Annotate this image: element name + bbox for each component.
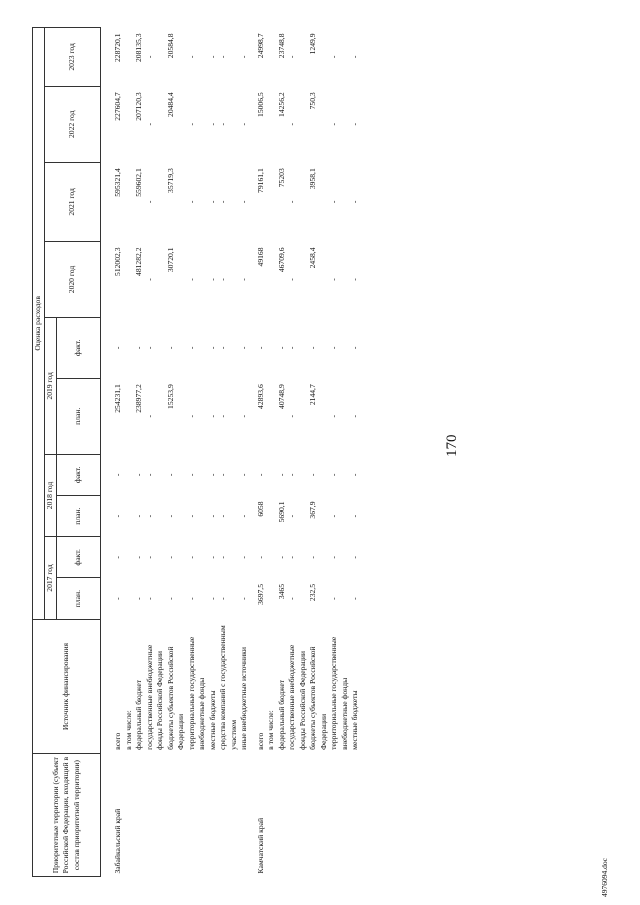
header-2017: 2017 год: [45, 537, 57, 620]
value-cell-y20: 481282,2: [134, 247, 143, 276]
value-cell-y23: -: [207, 55, 217, 59]
value-cell-f18: -: [144, 473, 154, 477]
value-cell-f19: -: [287, 346, 296, 350]
value-cell-f17: -: [308, 556, 317, 559]
value-cell-y22: 20484,4: [165, 92, 175, 117]
source-cell: средства компаний с государственным участием: [218, 625, 238, 750]
value-cell-y23: -: [287, 55, 296, 59]
value-cell-f17: -: [255, 556, 265, 559]
value-cell-y20: -: [350, 278, 359, 281]
value-cell-p19: -: [186, 414, 196, 418]
value-cell-f19: -: [239, 346, 248, 350]
value-cell-f17: -: [186, 556, 196, 559]
value-cell-f18: -: [308, 473, 317, 477]
value-cell-f18: -: [239, 473, 248, 477]
value-cell-p17: -: [329, 597, 338, 600]
header-plan-2018: план.: [57, 495, 101, 536]
header-2023: 2023 год: [45, 28, 101, 87]
value-cell-y23: 228720,1: [113, 33, 122, 62]
value-cell-p17: 3465: [276, 583, 286, 600]
value-cell-p18: -: [207, 514, 217, 518]
value-cell-f18: -: [207, 473, 217, 477]
value-cell-p17: -: [186, 597, 196, 600]
table-row: [134, 28, 145, 877]
territory-cell: [208, 754, 219, 877]
value-cell-y21: -: [350, 200, 359, 204]
value-cell-p19: [124, 378, 135, 454]
territory-cell: [329, 754, 350, 877]
value-cell-y22: -: [239, 123, 248, 126]
value-cell-p17: -: [144, 597, 154, 600]
value-cell-f18: -: [113, 473, 122, 477]
value-cell-y23: 1249,9: [308, 33, 317, 55]
value-cell-f17: [266, 537, 277, 578]
value-cell-y22: -: [287, 123, 296, 126]
source-cell: иные внебюджетные источники: [239, 647, 248, 750]
table-row: [218, 28, 239, 877]
value-cell-f18: -: [350, 473, 359, 477]
value-cell-y22: 227604,7: [113, 92, 122, 121]
value-cell-p18: -: [165, 514, 175, 518]
source-cell: в том числе:: [123, 710, 133, 750]
value-cell-y20: -: [144, 278, 154, 281]
value-cell-y23: -: [144, 55, 154, 59]
value-cell-f19: -: [144, 346, 154, 350]
table-row: [329, 28, 350, 877]
header-2022: 2022 год: [45, 86, 101, 162]
value-cell-p18: -: [113, 514, 122, 518]
value-cell-f19: [266, 317, 277, 378]
territory-cell: [166, 754, 187, 877]
value-cell-f19: -: [255, 346, 265, 350]
value-cell-y21: -: [239, 200, 248, 204]
value-cell-f17: -: [113, 556, 122, 559]
source-cell: бюджеты субъектов Российской Федерации: [308, 646, 328, 750]
value-cell-f19: -: [186, 346, 196, 350]
territory-cell: [145, 754, 166, 877]
source-cell: всего: [113, 732, 122, 750]
header-fact-2019: факт.: [57, 317, 101, 378]
value-cell-y20: [266, 241, 277, 317]
value-cell-y21: 75203: [276, 168, 286, 188]
header-2019: 2019 год: [45, 317, 57, 454]
value-cell-p18: 6058: [255, 501, 265, 517]
value-cell-f19: -: [134, 346, 143, 350]
value-cell-y21: 3958,1: [308, 168, 317, 190]
source-cell: государственные внебюджетные фонды Российской Федерации: [287, 644, 307, 750]
source-cell: государственные внебюджетные фонды Российской Федерации: [144, 644, 164, 750]
value-cell-y22: 207120,3: [134, 92, 143, 121]
value-cell-f18: -: [165, 473, 175, 477]
value-cell-y21: -: [218, 200, 227, 204]
value-cell-p18: -: [144, 514, 154, 518]
value-cell-f19: -: [329, 346, 338, 350]
header-fact-2017: факт.: [57, 537, 101, 578]
source-cell: всего: [255, 732, 265, 750]
value-cell-p19: 254231,1: [113, 384, 122, 413]
value-cell-y20: -: [207, 278, 217, 281]
value-cell-p18: -: [239, 514, 248, 518]
table-row: [166, 28, 187, 877]
value-cell-p17: -: [287, 597, 296, 600]
header-estimate: Оценка расходов: [33, 28, 45, 620]
value-cell-p18: 367,9: [308, 501, 317, 519]
value-cell-f19: -: [218, 346, 227, 350]
value-cell-f18: -: [276, 473, 286, 477]
value-cell-p19: [266, 378, 277, 454]
value-cell-y22: 14256,2: [276, 92, 286, 117]
header-plan-2019: план.: [57, 378, 101, 454]
value-cell-y23: 20584,8: [165, 33, 175, 59]
value-cell-f18: -: [255, 473, 265, 477]
value-cell-p17: [266, 578, 277, 619]
value-cell-y21: 559602,1: [134, 168, 143, 197]
value-cell-p18: -: [186, 514, 196, 518]
territory-cell: Камчатский край: [255, 817, 265, 874]
value-cell-y22: 750,3: [308, 92, 317, 110]
territory-cell: [187, 754, 208, 877]
source-cell: местные бюджеты: [350, 690, 359, 750]
header-source: Источник финансирования: [33, 619, 101, 754]
value-cell-p17: -: [350, 597, 359, 600]
value-cell-f17: -: [239, 556, 248, 559]
financing-table: [32, 27, 361, 877]
value-cell-y23: 208135,3: [134, 33, 143, 62]
value-cell-y20: 512002,3: [113, 247, 122, 276]
header-fact-2018: факт.: [57, 454, 101, 495]
value-cell-y20: 2458,4: [308, 247, 317, 269]
value-cell-p17: -: [165, 597, 175, 600]
value-cell-f18: -: [329, 473, 338, 477]
value-cell-y23: -: [239, 55, 248, 59]
value-cell-y23: -: [350, 55, 359, 59]
value-cell-p18: -: [329, 514, 338, 518]
source-cell: в том числе:: [266, 710, 275, 750]
value-cell-f17: -: [207, 556, 217, 559]
value-cell-f18: -: [134, 473, 143, 477]
value-cell-y22: -: [350, 123, 359, 126]
value-cell-f19: -: [308, 346, 317, 350]
value-cell-f17: -: [144, 556, 154, 559]
value-cell-y21: 595321,4: [113, 168, 122, 197]
value-cell-y21: -: [186, 200, 196, 204]
value-cell-f17: -: [350, 556, 359, 559]
value-cell-p19: -: [350, 414, 359, 418]
page-number: 170: [444, 434, 460, 457]
value-cell-y21: -: [207, 200, 217, 204]
source-cell: федеральный бюджет: [276, 679, 286, 750]
value-cell-p19: -: [329, 414, 338, 418]
value-cell-y22: -: [218, 123, 227, 126]
value-cell-y20: -: [218, 278, 227, 281]
value-cell-p19: 40748,9: [276, 384, 286, 409]
value-cell-p19: -: [207, 414, 217, 418]
header-plan-2017: план.: [57, 578, 101, 619]
header-2020: 2020 год: [45, 241, 101, 317]
value-cell-f18: -: [218, 473, 227, 477]
value-cell-f19: -: [165, 346, 175, 350]
territory-cell: Забайкальский край: [113, 808, 122, 874]
territory-cell: [218, 754, 239, 877]
table-row: [187, 28, 208, 877]
value-cell-f17: -: [329, 556, 338, 559]
value-cell-y23: 24998,7: [255, 33, 265, 59]
source-cell: бюджеты субъектов Российской Федерации: [165, 646, 185, 750]
header-territory: Приоритетные территории (субъект Российской Федерации, входящий в состав приоритетной территории): [33, 754, 101, 877]
territory-cell: [287, 754, 308, 877]
value-cell-f19: -: [350, 346, 359, 350]
value-cell-p18: [266, 495, 277, 536]
value-cell-y22: -: [144, 123, 154, 126]
value-cell-f17: -: [218, 556, 227, 559]
value-cell-y23: [124, 28, 135, 87]
value-cell-y20: -: [329, 278, 338, 281]
value-cell-y22: 15006,5: [255, 92, 265, 117]
territory-cell: [124, 754, 135, 877]
value-cell-p19: -: [287, 414, 296, 418]
value-cell-p18: -: [350, 514, 359, 518]
value-cell-y20: 49168: [255, 247, 265, 267]
value-cell-f17: -: [165, 556, 175, 559]
value-cell-y20: [124, 241, 135, 317]
header-2021: 2021 год: [45, 162, 101, 241]
value-cell-f18: -: [186, 473, 196, 477]
value-cell-f18: [266, 454, 277, 495]
value-cell-p18: 5690,1: [276, 501, 286, 523]
value-cell-f19: -: [207, 346, 217, 350]
table-row: [101, 28, 124, 877]
value-cell-y21: -: [144, 200, 154, 204]
source-cell: федеральный бюджет: [134, 679, 143, 750]
value-cell-p17: -: [207, 597, 217, 600]
value-cell-y20: -: [186, 278, 196, 281]
value-cell-y20: 30720,1: [165, 247, 175, 273]
value-cell-p19: 2144,7: [308, 384, 317, 406]
table-row: [287, 28, 308, 877]
value-cell-y21: 35719,3: [165, 168, 175, 193]
table-row: [266, 28, 277, 877]
table-row: [308, 28, 329, 877]
table-row: [350, 28, 361, 877]
territory-cell: [239, 754, 250, 877]
value-cell-y21: [266, 162, 277, 241]
source-cell: местные бюджеты: [207, 690, 217, 750]
value-cell-y23: -: [218, 55, 227, 59]
value-cell-y21: -: [287, 200, 296, 204]
value-cell-f17: -: [134, 556, 143, 559]
value-cell-p18: -: [287, 514, 296, 518]
value-cell-p18: -: [134, 514, 143, 518]
source-cell: территориальные государственные внебюджетные фонды: [186, 636, 206, 750]
source-cell: территориальные государственные внебюджетные фонды: [329, 636, 349, 750]
table-row: [208, 28, 219, 877]
table-body: [101, 28, 361, 877]
value-cell-p19: 238977,2: [134, 384, 143, 413]
value-cell-y21: [124, 162, 135, 241]
value-cell-p19: -: [218, 414, 227, 418]
value-cell-p18: -: [218, 514, 227, 518]
value-cell-f19: [124, 317, 135, 378]
value-cell-f18: -: [287, 473, 296, 477]
header-2018: 2018 год: [45, 454, 57, 537]
value-cell-p17: -: [218, 597, 227, 600]
value-cell-p17: 3697,5: [255, 583, 265, 605]
value-cell-f17: -: [276, 556, 286, 559]
value-cell-p19: 42893,6: [255, 384, 265, 409]
value-cell-f18: [124, 454, 135, 495]
table-row: [239, 28, 250, 877]
value-cell-y23: -: [186, 55, 196, 59]
value-cell-y20: -: [239, 278, 248, 281]
value-cell-y21: 79161,1: [255, 168, 265, 193]
table-row: [124, 28, 135, 877]
value-cell-f17: [124, 537, 135, 578]
value-cell-p19: -: [144, 414, 154, 418]
table-row: [145, 28, 166, 877]
value-cell-y22: [124, 86, 135, 162]
value-cell-p18: [124, 495, 135, 536]
territory-cell: [350, 754, 361, 877]
value-cell-f19: -: [276, 346, 286, 350]
value-cell-p19: -: [239, 414, 248, 418]
value-cell-y20: -: [287, 278, 296, 281]
value-cell-f19: -: [113, 346, 122, 350]
value-cell-y23: -: [329, 55, 338, 59]
value-cell-y23: 23748,8: [276, 33, 286, 59]
territory-cell: [134, 754, 145, 877]
value-cell-p17: -: [113, 597, 122, 600]
territory-cell: [266, 754, 277, 877]
value-cell-y22: -: [329, 123, 338, 126]
table-row: [277, 28, 288, 877]
territory-cell: [308, 754, 329, 877]
value-cell-y20: 46709,6: [276, 247, 286, 273]
value-cell-p17: -: [134, 597, 143, 600]
value-cell-p17: -: [239, 597, 248, 600]
territory-cell: [277, 754, 288, 877]
value-cell-f17: -: [287, 556, 296, 559]
table-row: [250, 28, 267, 877]
value-cell-y22: [266, 86, 277, 162]
value-cell-y22: -: [186, 123, 196, 126]
value-cell-p17: [124, 578, 135, 619]
value-cell-y22: -: [207, 123, 217, 126]
value-cell-y21: -: [329, 200, 338, 204]
value-cell-y23: [266, 28, 277, 87]
value-cell-p17: 232,5: [308, 583, 317, 602]
value-cell-p19: 15253,9: [165, 384, 175, 409]
footer-filename: 4976094.doc: [600, 858, 609, 897]
